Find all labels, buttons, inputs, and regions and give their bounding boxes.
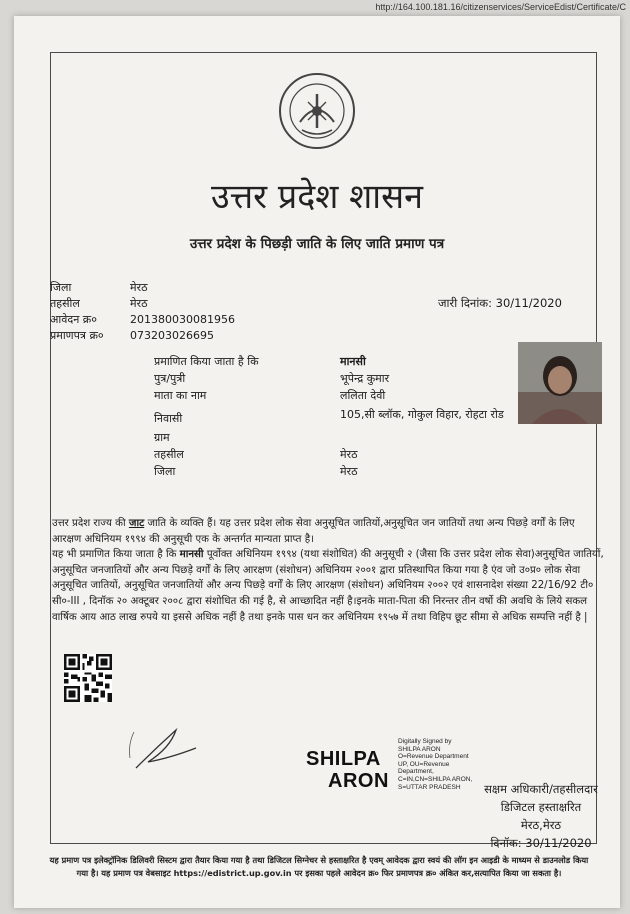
meta-row (50, 280, 235, 296)
detail-value: मानसी (340, 355, 366, 368)
signature-detail-line: SHILPA ARON (398, 745, 441, 753)
meta-value: 201380030081956 (130, 313, 235, 326)
officer-block (466, 780, 616, 852)
meta-label: आवेदन क्र० (50, 313, 97, 326)
meta-value: मेरठ (130, 297, 148, 310)
details-block (154, 354, 520, 481)
officer-title: सक्षम अधिकारी/तहसीलदार (484, 782, 598, 796)
detail-label: निवासी (154, 412, 183, 425)
body-text: यह भी प्रमाणित किया जाता है कि (52, 549, 180, 561)
page-title: उत्तर प्रदेश शासन (211, 177, 423, 217)
body-paragraph-2 (52, 547, 604, 625)
meta-value: 073203026695 (130, 329, 214, 342)
url-bar: http://164.100.181.16/citizenservices/ServiceEdist/Certificate/C (375, 2, 626, 12)
detail-label: माता का नाम (154, 389, 207, 402)
meta-row (50, 296, 235, 312)
meta-value: मेरठ (130, 281, 148, 294)
detail-row (154, 464, 520, 481)
body-text: उत्तर प्रदेश राज्य की (52, 518, 129, 529)
detail-row (154, 407, 520, 426)
footer-note: यह प्रमाण पत्र इलेक्ट्रॉनिक डिलिवरी सिस्टम द्वारा तैयार किया गया है तथा डिजिटल सिग्नेचर से हस्ताक्षरित है एवम् आवेदक द्वारा स्वयं की लॉग इन आइडी के माध्यम से डाउनलोड किया गया है। यह प्रमाण पत्र वेबसाइट https://edistrict.up.gov.in पर इसका पहले आवेदन क्र० फिर प्रमाणपत्र क्र० अंकित कर,सत्यापित किया जा सकता है। (49, 855, 589, 878)
meta-label: जिला (50, 281, 72, 294)
detail-label: पुत्र/पुत्री (154, 372, 186, 385)
meta-row (50, 328, 235, 344)
meta-label: प्रमाणपत्र क्र० (50, 329, 104, 342)
issue-date: जारी दिनांक: 30/11/2020 (438, 296, 562, 310)
caste-name: जाट (128, 518, 145, 529)
meta-block (50, 280, 235, 344)
detail-label: ग्राम (154, 431, 170, 444)
detail-value: 105,सी ब्लॉक, गोकुल विहार, रोहटा रोड (340, 408, 504, 421)
detail-value (340, 430, 520, 447)
detail-value: ललिता देवी (340, 389, 386, 402)
detail-row (154, 388, 520, 405)
certificate-subtitle: उत्तर प्रदेश के पिछड़ी जाति के लिए जाति प्रमाण पत्र (189, 236, 445, 252)
meta-label: तहसील (50, 297, 80, 310)
meta-row (50, 312, 235, 328)
detail-row (154, 354, 520, 371)
detail-label: प्रमाणित किया जाता है कि (154, 355, 259, 368)
officer-date: दिनॉक: 30/11/2020 (490, 836, 592, 850)
certificate-body (52, 516, 604, 625)
qr-code-icon (64, 654, 112, 702)
officer-location: मेरठ,मेरठ (520, 818, 562, 832)
detail-value: मेरठ (340, 465, 358, 478)
detail-row (154, 430, 520, 447)
detail-label: जिला (154, 465, 176, 478)
detail-value: मेरठ (340, 448, 358, 461)
detail-row (154, 447, 520, 464)
certificate-page (14, 16, 620, 908)
digital-signature (304, 738, 474, 814)
signature-detail-line: S=UTTAR PRADESH (398, 783, 461, 791)
signer-name-line2: ARON (328, 770, 389, 792)
applicant-photo (518, 342, 602, 424)
officer-signed-note: डिजिटल हस्ताक्षरित (500, 800, 582, 814)
detail-value: भूपेन्द्र कुमार (340, 372, 390, 385)
signature-detail-line: O=Revenue Department (398, 753, 469, 761)
body-paragraph-1 (52, 516, 604, 547)
signer-name-line1: SHILPA (306, 748, 381, 770)
signature-detail-line: Digitally Signed by (398, 738, 452, 745)
handwritten-signature (126, 718, 206, 774)
signature-detail-line: UP, OU=Revenue (398, 760, 450, 768)
detail-label: तहसील (154, 448, 184, 461)
body-text: पूर्वोक्त अधिनियम १९९४ (यथा संशोधित) की अनुसूची २ (जैसा कि उत्तर प्रदेश लोक सेवा)अनुसूचित जातियों, अनुसूचित जनजातियों और अन्य पिछड़े वर्गों के लिए आरक्षण (संशोधन) अधिनियम २००१ द्वारा प्रतिस्थापित किया गया है एंव जो उ०प्र० लोक सेवा अनुसूचित जातियों, अनुसूचित जनजातियों और अन्य पिछड़े वर्गों के लिए आरक्षण (संशोधन) अधिनियम २००२ एवं शासनादेश संख्या 22/16/92 टी० सी०-III , दिनॉक २० अक्टूबर २००८ द्वारा संशोधित की गई है, से आच्छादित नहीं है।इनके माता-पिता की निरन्तर तीन वर्षो की अवधि के लिये सकल वार्षिक आय आठ लाख रुपये या इससे अधिक नहीं है तथा इनके पास धन कर अधिनियम १९५७ में तथा विहिप छूट सीमा से अधिक सम्पत्ति नहीं है | (52, 549, 604, 623)
detail-row (154, 371, 520, 388)
up-emblem-icon (278, 72, 356, 150)
signature-detail-line: C=IN,CN=SHILPA ARON, (398, 775, 473, 783)
applicant-name: मानसी (179, 549, 204, 561)
signature-detail-line: Department, (398, 768, 434, 776)
body-text: जाति के व्यक्ति हैं। यह उत्तर प्रदेश लोक सेवा अनुसूचित जातियों,अनुसूचित जन जातियों तथा अन्य पिछड़े वर्गों के लिए आरक्षण अधिनियम १९९४ की अनुसूची एक के अन्तर्गत मान्यता प्राप्त है। (52, 518, 575, 545)
